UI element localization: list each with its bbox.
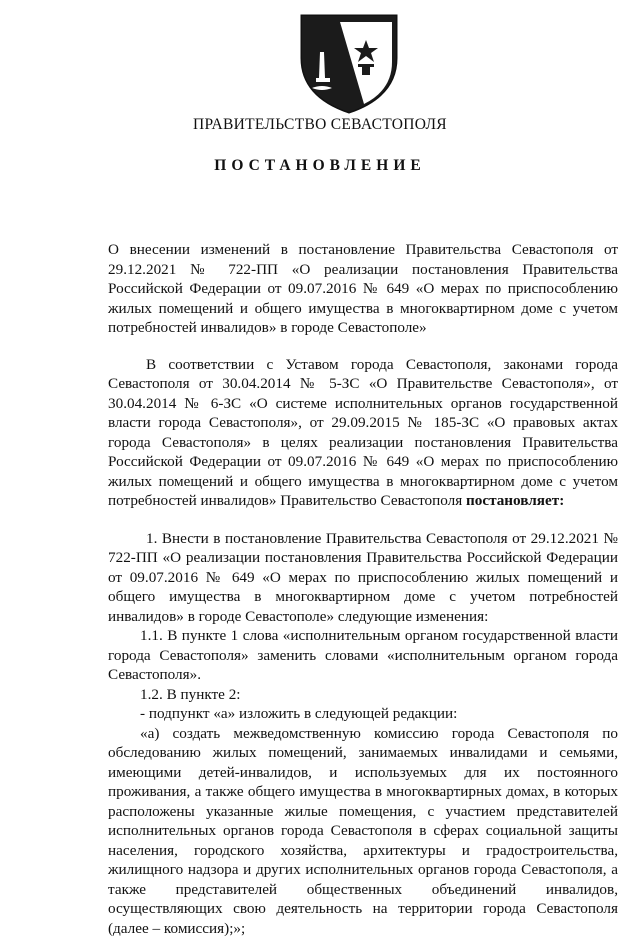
item-1-1-paragraph: 1.1. В пункте 1 слова «исполнительным органом государственной власти города Севастополя» заменить словами «исполнительным органом города Севастополя». bbox=[108, 626, 618, 685]
preamble-paragraph bbox=[108, 355, 618, 511]
government-name: ПРАВИТЕЛЬСТВО СЕВАСТОПОЛЯ bbox=[0, 116, 640, 134]
item-1-2-paragraph: 1.2. В пункте 2: bbox=[108, 685, 618, 705]
sevastopol-coat-of-arms-icon bbox=[294, 12, 404, 114]
document-type-heading: ПОСТАНОВЛЕНИЕ bbox=[0, 157, 640, 175]
subitem-a-paragraph: - подпункт «а» изложить в следующей редакции: bbox=[108, 704, 618, 724]
document-body bbox=[108, 240, 618, 938]
new-text-a-paragraph: «а) создать межведомственную комиссию города Севастополя по обследованию жилых помещений, занимаемых инвалидами и семьями, имеющими детей-инвалидов, и используемых для их постоянного проживания, а также общего имущества в многоквартирных домах, в которых расположены указанные жилые помещения, с участием представителей исполнительных органов города Севастополя в сферах социальной защиты населения, городского хозяйства, архитектуры и градостроительства, жилищного надзора и других исполнительных органов города Севастополя, а также представителей общественных объединений инвалидов, осуществляющих свою деятельность на территории города Севастополя (далее – комиссия);»; bbox=[108, 724, 618, 938]
preamble-text: В соответствии с Уставом города Севастополя, законами города Севастополя от 30.04.2014 № 5-ЗС «О Правительстве Севастополя», от 30.04.2014 № 6-ЗС «О системе исполнительных органов государственной власти города Севастополя», от 29.09.2015 № 185-ЗС «О правовых актах города Севастополя» в целях реализации постановления Правительства Российской Федерации от 09.07.2016 № 649 «О мерах по приспособлению жилых помещений и общего имущества в многоквартирном доме с учетом потребностей инвалидов» Правительство Севастополя bbox=[108, 356, 618, 510]
item-1-paragraph: 1. Внести в постановление Правительства Севастополя от 29.12.2021 № 722-ПП «О реализации постановления Правительства Российской Федерации от 09.07.2016 № 649 «О мерах по приспособлению жилых помещений и общего имущества в многоквартирном доме с учетом потребностей инвалидов» в городе Севастополе» следующие изменения: bbox=[108, 529, 618, 627]
document-title: О внесении изменений в постановление Правительства Севастополя от 29.12.2021 № 722-ПП «О реализации постановления Правительства Российской Федерации от 09.07.2016 № 649 «О мерах по приспособлению жилых помещений и общего имущества в многоквартирном доме с учетом потребностей инвалидов» в городе Севастополе» bbox=[108, 240, 618, 338]
preamble-decision-word: постановляет: bbox=[466, 492, 564, 509]
